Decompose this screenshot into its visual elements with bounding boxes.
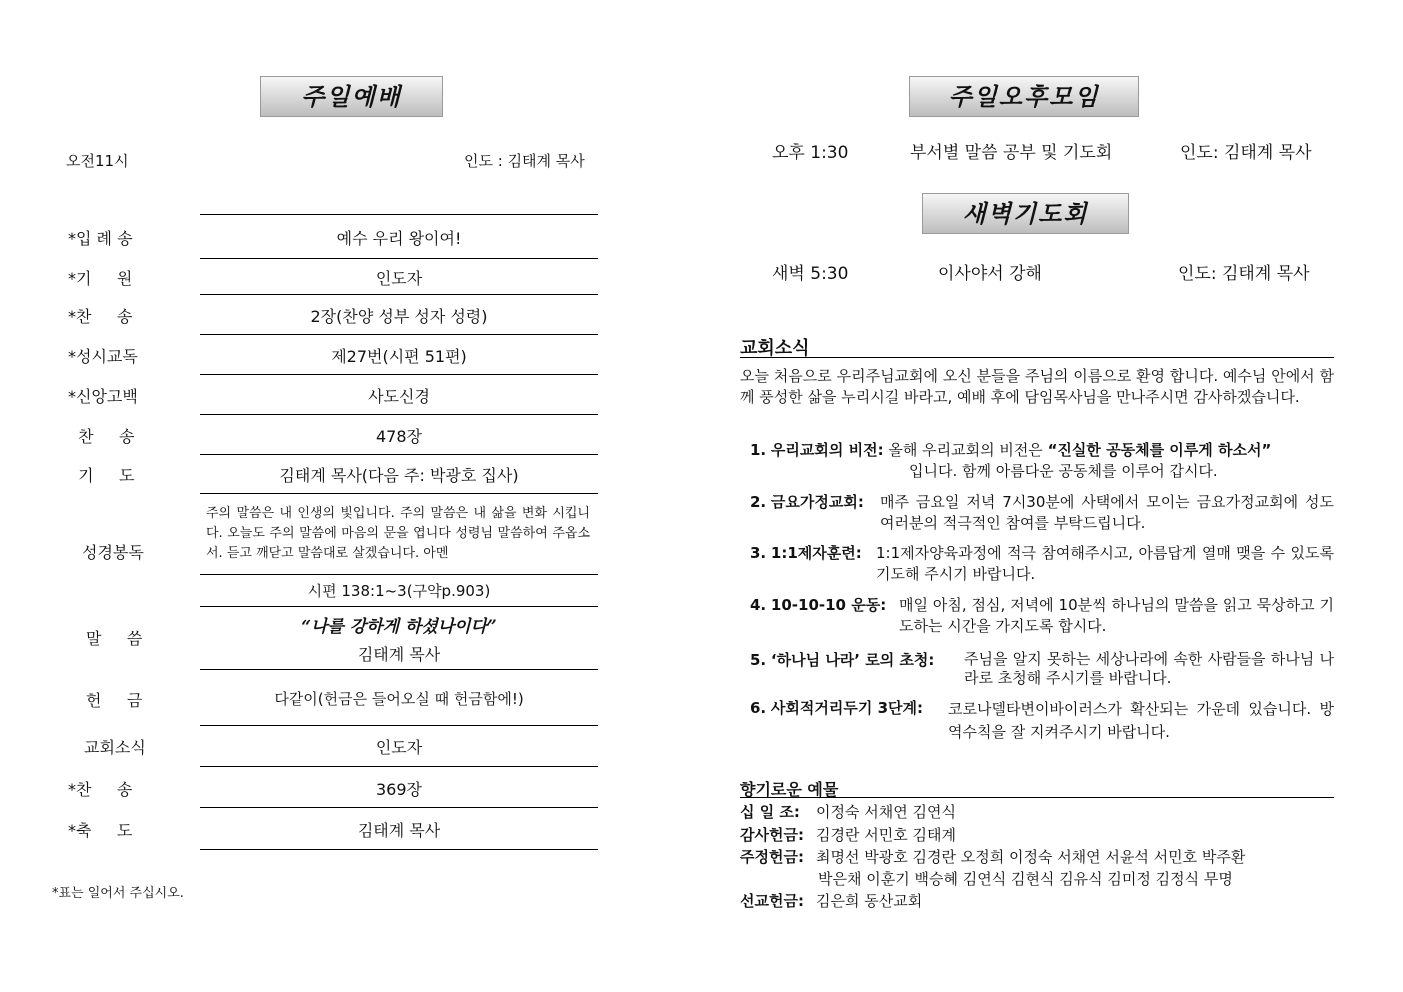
order-divider	[200, 574, 598, 575]
order-divider	[200, 849, 598, 850]
order-label: 기 도	[68, 466, 135, 485]
news-item-body: 매일 아침, 점심, 저녁에 10분씩 하나님의 말씀을 읽고 묵상하고 기도하는 시간을 가지도록 합시다.	[899, 596, 1334, 635]
offering-row-names: 박은채 이훈기 백승혜 김연식 김현식 김유식 김미정 김정식 무명	[818, 870, 1233, 888]
news-item-title: 1:1제자훈련:	[770, 544, 862, 562]
afternoon-desc: 부서별 말씀 공부 및 기도회	[910, 143, 1113, 163]
order-label: *성시교독	[68, 347, 138, 366]
afternoon-time: 오후 1:30	[772, 143, 849, 163]
order-divider	[200, 214, 598, 215]
afternoon-leader: 인도: 김태계 목사	[1180, 143, 1312, 163]
sunday-service-banner: 주일예배	[260, 76, 443, 117]
order-label: *축 도	[68, 821, 133, 840]
news-item-body: 1:1제자양육과정에 적극 참여해주시고, 아름답게 열매 맺을 수 있도록 기도해 주시기 바랍니다.	[876, 544, 1334, 583]
news-item-title: 10-10-10 운동:	[770, 596, 887, 614]
order-value: 제27번(시편 51편)	[331, 347, 467, 366]
offering-row-names: 김은희 동산교회	[816, 892, 923, 910]
news-item-number: 5.	[750, 651, 767, 669]
news-item-number: 4.	[750, 596, 767, 614]
offering-row-label: 십 일 조:	[740, 803, 800, 821]
news-item	[750, 440, 1334, 461]
order-label: *입 례 송	[68, 229, 133, 248]
order-label: *찬 송	[68, 780, 133, 799]
service-time: 오전11시	[66, 152, 129, 170]
order-label: *신앙고백	[68, 387, 138, 406]
offerings-heading-rule	[740, 797, 1334, 798]
news-heading-rule	[740, 357, 1334, 358]
order-value: 369장	[376, 780, 422, 799]
order-divider	[200, 725, 598, 726]
news-item-body: 주님을 알지 못하는 세상나라에 속한 사람들을 하나님 나라로 초청해 주시기를 바랍니다.	[964, 650, 1334, 687]
offering-row-label: 선교헌금:	[740, 892, 804, 910]
offering-row-names: 이정숙 서채연 김연식	[816, 803, 956, 821]
vision-emphasis: “진실한 공동체를 이루게 하소서”	[1047, 441, 1272, 459]
offering-row-names: 최명선 박광호 김경란 오정희 이정숙 서채연 서윤석 서민호 박주환	[816, 848, 1246, 866]
news-item-number: 3.	[750, 544, 767, 562]
order-divider	[200, 493, 598, 494]
order-value: 2장(찬양 성부 성자 성령)	[310, 307, 488, 326]
news-item-number: 6.	[750, 699, 767, 717]
sermon-label: 말 씀	[86, 629, 143, 648]
news-item-number: 1.	[750, 441, 767, 459]
service-leader: 인도 : 김태계 목사	[464, 152, 585, 170]
order-divider	[200, 606, 598, 607]
dawn-desc: 이사야서 강해	[938, 264, 1042, 284]
order-divider	[200, 669, 598, 670]
order-divider	[200, 374, 598, 375]
news-item-title: ‘하나님 나라’ 로의 초청:	[770, 651, 935, 669]
offering-label: 헌 금	[86, 691, 143, 710]
order-value: 인도자	[375, 269, 423, 288]
news-intro: 오늘 처음으로 우리주님교회에 오신 분들을 주님의 이름으로 환영 합니다. 예수님 안에서 함께 풍성한 삶을 누리시길 바라고, 예배 후에 담임목사님을 만나주시면 감사하겠습니다.	[740, 367, 1334, 406]
sermon-title: “나를 강하게 하셨나이다”	[301, 617, 497, 637]
dawn-prayer-banner: 새벽기도회	[922, 193, 1129, 234]
standing-footnote: *표는 일어서 주십시오.	[52, 886, 184, 901]
dawn-time: 새벽 5:30	[772, 264, 849, 284]
order-value: 인도자	[375, 738, 423, 757]
sermon-speaker: 김태계 목사	[357, 645, 441, 664]
scripture-prayer: 주의 말씀은 내 인생의 빛입니다. 주의 말씀은 내 삶을 변화 시킵니다. 오늘도 주의 말씀에 마음의 문을 엽니다 성령님 말씀하여 주옵소서. 듣고 깨닫고 말씀대로 살겠습니다. 아멘	[206, 506, 590, 561]
order-label: *찬 송	[68, 307, 133, 326]
news-item-body: 코로나델타변이바이러스가 확산되는 가운데 있습니다. 방역수칙을 잘 지켜주시기 바랍니다.	[948, 700, 1334, 741]
order-divider	[200, 766, 598, 767]
order-value: 예수 우리 왕이여!	[336, 229, 462, 248]
dawn-leader: 인도: 김태계 목사	[1178, 264, 1310, 284]
order-value: 김태계 목사(다음 주: 박광호 집사)	[279, 466, 519, 485]
order-value: 사도신경	[368, 387, 430, 406]
news-item-title: 우리교회의 비전:	[770, 441, 884, 459]
scripture-label: 성경봉독	[82, 543, 144, 562]
order-divider	[200, 294, 598, 295]
offering-row-label: 감사헌금:	[740, 826, 804, 844]
news-heading: 교회소식	[740, 338, 810, 359]
scripture-reference: 시편 138:1~3(구약p.903)	[307, 582, 491, 600]
order-divider	[200, 258, 598, 259]
order-label: *기 원	[68, 269, 133, 288]
order-divider	[200, 414, 598, 415]
offerings-heading: 향기로운 예물	[740, 780, 839, 799]
news-item-number: 2.	[750, 493, 767, 511]
order-label: 교회소식	[84, 738, 146, 757]
order-divider	[200, 454, 598, 455]
news-item-body: 올해 우리교회의 비전은	[888, 441, 1048, 459]
order-label: 찬 송	[68, 427, 135, 446]
order-divider	[200, 334, 598, 335]
order-value: 478장	[376, 427, 422, 446]
order-divider	[200, 807, 598, 808]
news-item-title: 금요가정교회:	[770, 493, 864, 511]
order-value: 김태계 목사	[357, 821, 441, 840]
news-item-cont: 입니다. 함께 아름다운 공동체를 이루어 갑시다.	[909, 462, 1218, 480]
news-item-body: 매주 금요일 저녁 7시30분에 사택에서 모이는 금요가정교회에 성도 여러분의 적극적인 참여를 부탁드립니다.	[880, 493, 1334, 532]
afternoon-meeting-banner: 주일오후모임	[909, 76, 1139, 117]
offering-value: 다같이(헌금은 들어오실 때 헌금함에!)	[274, 690, 524, 708]
offering-row-label: 주정헌금:	[740, 848, 804, 866]
offering-row-names: 김경란 서민호 김태계	[816, 826, 956, 844]
news-item-title: 사회적거리두기 3단계:	[770, 699, 923, 717]
